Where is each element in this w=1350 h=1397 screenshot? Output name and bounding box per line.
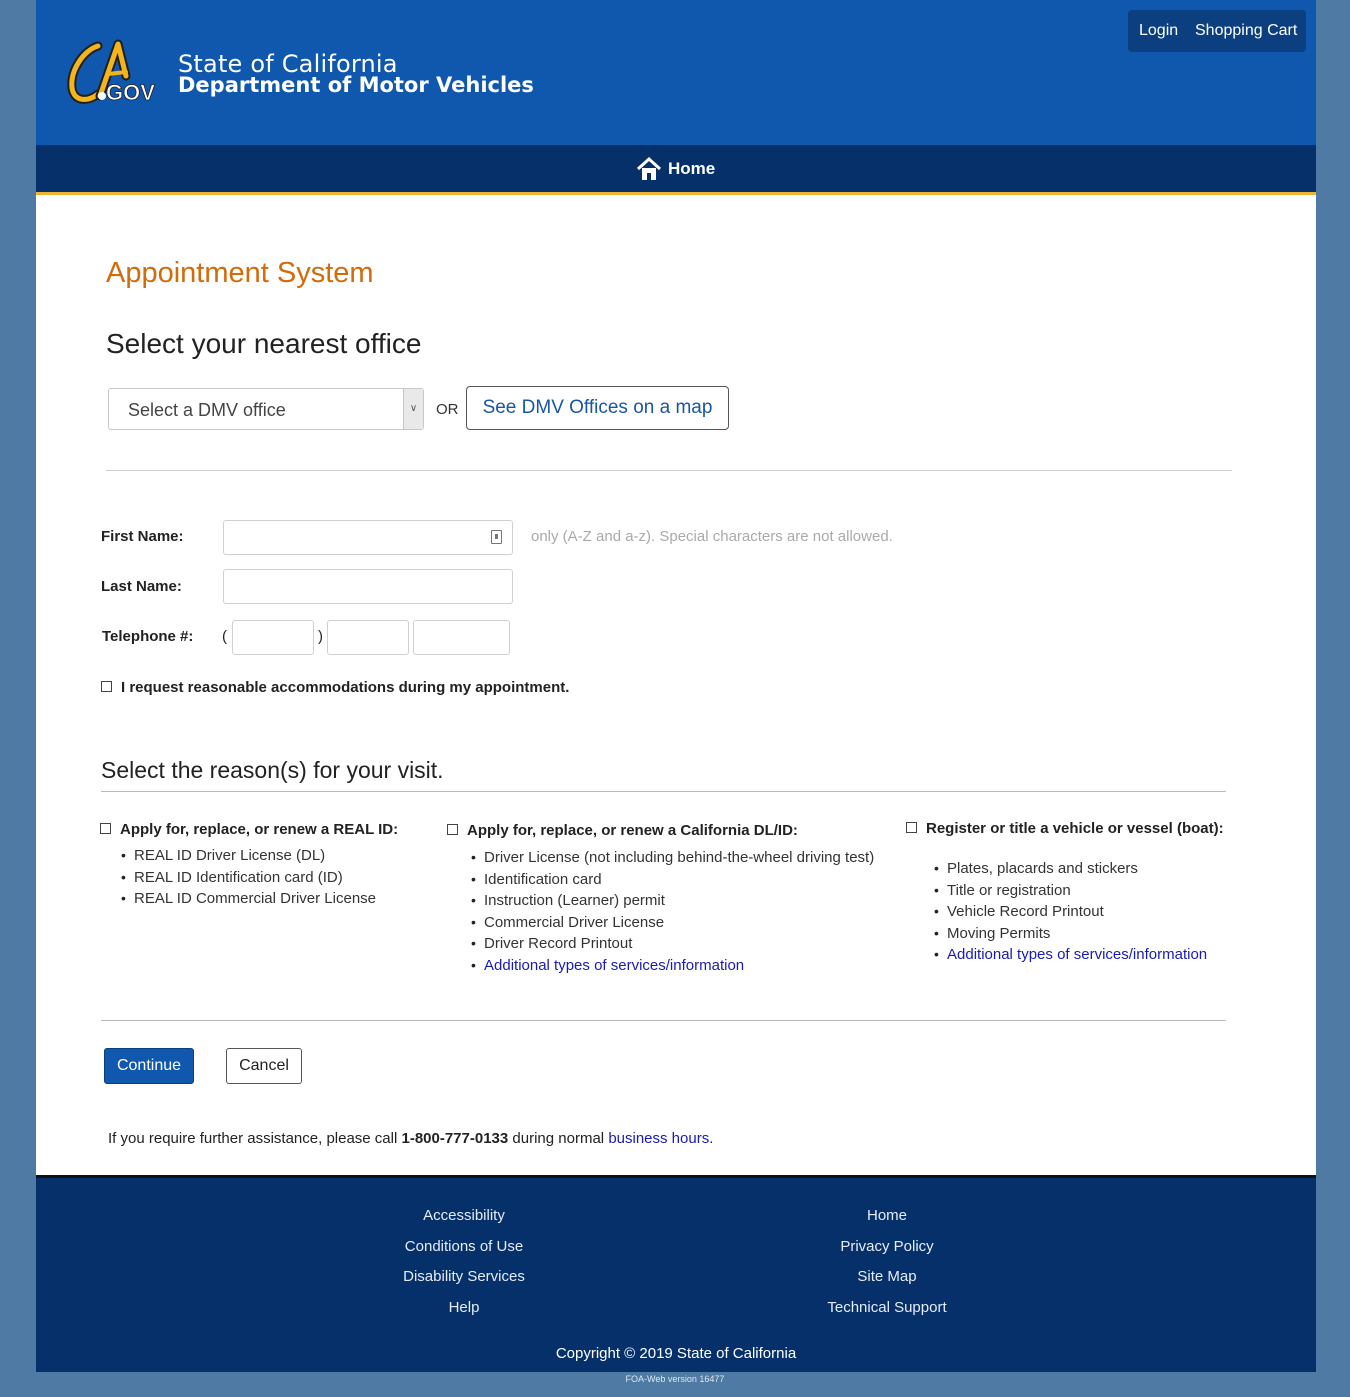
page [36, 0, 1316, 1372]
divider [106, 470, 1232, 471]
contact-card-icon[interactable] [491, 530, 502, 544]
list-item: • Moving Permits [934, 923, 1207, 945]
vehicle-label: Register or title a vehicle or vessel (boat): [926, 820, 1224, 837]
brand-state: State of California [178, 50, 398, 78]
list-item: • Commercial Driver License [471, 912, 874, 934]
business-hours-link[interactable]: business hours [608, 1130, 710, 1147]
list-item: • Title or registration [934, 880, 1207, 902]
real-id-label: Apply for, replace, or renew a REAL ID: [120, 821, 399, 838]
phone-line-input[interactable] [413, 620, 510, 655]
cancel-button[interactable]: Cancel [226, 1048, 302, 1084]
vehicle-more-link[interactable]: • Additional types of services/information [934, 944, 1207, 966]
real-id-list [121, 845, 376, 910]
assist-prefix: If you require further assistance, please call [108, 1130, 402, 1147]
reasons-heading: Select the reason(s) for your visit. [101, 757, 444, 783]
footer-disability-link[interactable]: Disability Services [403, 1268, 525, 1285]
office-map-button[interactable]: See DMV Offices on a map [466, 386, 729, 430]
footer-help-link[interactable]: Help [448, 1298, 480, 1316]
divider [101, 1020, 1226, 1021]
office-heading: Select your nearest office [106, 328, 422, 359]
office-select[interactable] [108, 388, 424, 430]
list-item: • REAL ID Driver License (DL) [121, 845, 376, 867]
dl-id-list [471, 847, 874, 976]
footer-links-left [364, 1206, 564, 1328]
real-id-checkbox[interactable] [100, 823, 111, 834]
last-name-label: Last Name: [101, 578, 182, 595]
list-item: • REAL ID Commercial Driver License [121, 888, 376, 910]
or-label: OR [436, 401, 459, 418]
shopping-cart-link[interactable]: Shopping Cart [1195, 22, 1298, 39]
list-item: • Driver Record Printout [471, 933, 874, 955]
footer-links-right [787, 1206, 987, 1328]
office-select-value: Select a DMV office [128, 400, 286, 420]
phone-area-code-input[interactable] [232, 620, 314, 655]
footer-accessibility-link[interactable]: Accessibility [423, 1207, 505, 1224]
site-header [36, 0, 1316, 145]
list-item: • Plates, placards and stickers [934, 858, 1207, 880]
phone-paren-open: ( [222, 628, 227, 645]
assistance-text [108, 1130, 713, 1147]
first-name-input[interactable] [223, 520, 513, 555]
top-links [1128, 10, 1306, 52]
list-item: • Driver License (not including behind-the-wheel driving test) [471, 847, 874, 869]
first-name-label: First Name: [101, 528, 184, 545]
accommodation-checkbox[interactable] [101, 681, 112, 692]
login-link[interactable]: Login [1139, 22, 1179, 39]
continue-button[interactable]: Continue [104, 1048, 194, 1084]
name-hint: only (A-Z and a-z). Special characters are not allowed. [531, 528, 893, 545]
version-label: FOA-Web version 16477 [625, 1374, 725, 1384]
vehicle-checkbox[interactable] [906, 822, 917, 833]
accommodation-label: I request reasonable accommodations during my appointment. [121, 679, 570, 696]
footer-home-link[interactable]: Home [866, 1207, 907, 1224]
footer-privacy-link[interactable]: Privacy Policy [840, 1237, 934, 1255]
chevron-down-icon: ∨ [403, 389, 423, 429]
svg-text:GOV: GOV [106, 80, 155, 105]
last-name-input[interactable] [223, 569, 513, 604]
dl-id-label: Apply for, replace, or renew a California DL/ID: [467, 822, 798, 839]
footer-support-link[interactable]: Technical Support [827, 1298, 947, 1316]
home-icon [636, 156, 662, 182]
list-item: • REAL ID Identification card (ID) [121, 867, 376, 889]
nav-home-link[interactable] [636, 155, 715, 183]
copyright: Copyright © 2019 State of California [555, 1345, 797, 1362]
assist-middle: during normal [508, 1130, 609, 1147]
main-nav [36, 145, 1316, 195]
footer-conditions-link[interactable]: Conditions of Use [404, 1237, 524, 1255]
phone-paren-close: ) [318, 628, 323, 645]
nav-home-label: Home [668, 159, 716, 178]
vehicle-list [934, 858, 1207, 966]
page-title: Appointment System [106, 257, 374, 289]
list-item: • Instruction (Learner) permit [471, 890, 874, 912]
dl-id-more-link[interactable]: • Additional types of services/information [471, 955, 874, 977]
footer-sitemap-link[interactable]: Site Map [857, 1268, 917, 1285]
list-item: • Identification card [471, 869, 874, 891]
ca-gov-logo[interactable] [64, 36, 164, 108]
assist-suffix: . [709, 1130, 714, 1147]
telephone-label: Telephone #: [102, 628, 194, 645]
phone-prefix-input[interactable] [327, 620, 409, 655]
site-footer [36, 1175, 1316, 1372]
assist-phone: 1-800-777-0133 [401, 1130, 509, 1147]
main-content [36, 195, 1316, 1175]
list-item: • Vehicle Record Printout [934, 901, 1207, 923]
divider [101, 791, 1226, 792]
dl-id-checkbox[interactable] [447, 824, 458, 835]
brand-department: Department of Motor Vehicles [178, 73, 534, 97]
